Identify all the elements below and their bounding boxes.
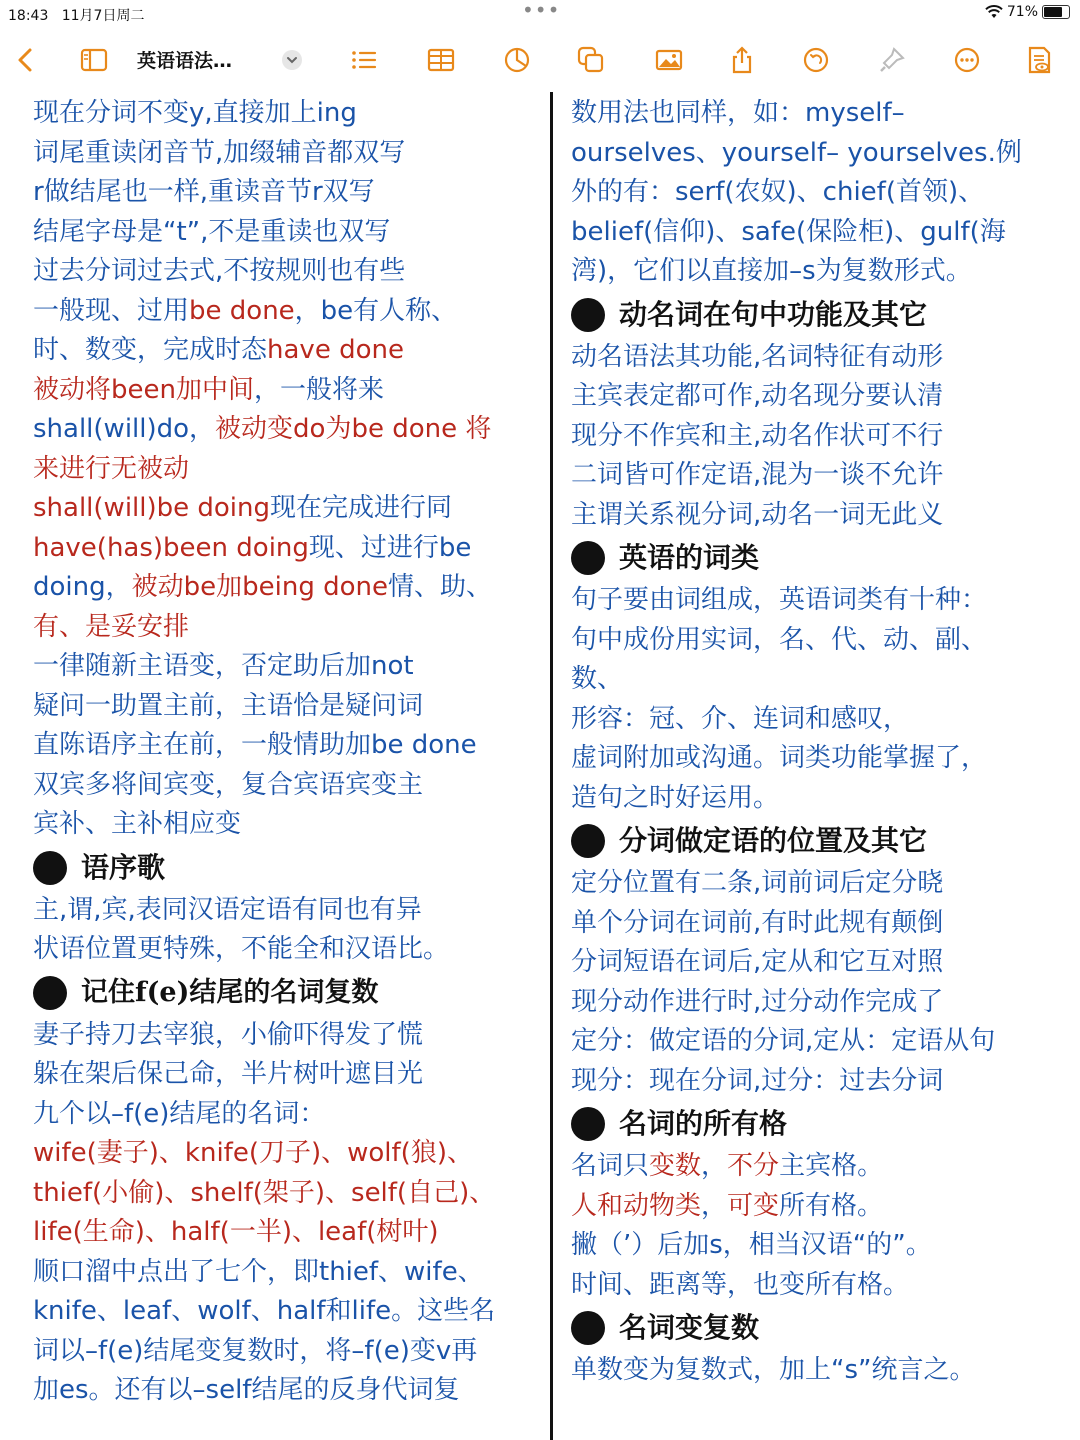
highlighted-text: be done [189,295,295,326]
text-line [33,766,543,806]
text-line [33,805,543,845]
document-title[interactable]: 英语语法… [137,50,233,72]
body-text: 九个以–f(e)结尾的名词： [33,1098,326,1129]
media-button[interactable] [651,42,687,78]
text-line [33,1213,543,1253]
body-text: 外的有：serf(农奴)、chief(首领)、 [571,177,985,207]
body-text: 句中成份用实词，名、代、动、副、 [571,624,988,655]
body-text: 句子要由词组成，英语词类有十种： [571,585,988,615]
body-text: 主谓关系视分词,动名一词无此义 [571,499,944,530]
body-text: 单数变为复数式，加上“s”统言之。 [571,1355,976,1385]
pie-chart-icon [502,45,532,75]
section-heading-text: 英语的词类 [619,541,760,574]
highlighted-text: wife(妻子)、knife(刀子)、wolf(狼)、 [33,1138,473,1168]
status-time: 18:43 11月7日周二 [8,8,145,24]
share-icon [727,45,757,75]
text-line [33,1371,543,1411]
text-line [571,1226,1071,1266]
text-line [571,864,1071,904]
body-text: ，一般将来 [253,374,384,405]
body-text: 定分位置有二条,词前词后定分晓 [571,868,944,898]
body-text: 宾补、主补相应变 [33,809,242,839]
shape-button[interactable] [573,42,609,78]
table-button[interactable] [423,42,459,78]
highlighted-text: 被动变do为be done 将 [215,414,492,444]
section-heading [571,1305,1071,1351]
text-line [571,581,1071,621]
text-line [571,94,1071,134]
body-text: 动名语法其功能,名词特征有动形 [571,341,944,372]
body-text: 疑问一助置主前，主语恰是疑问词 [33,690,424,721]
body-text: 妻子持刀去宰狼，小偷吓得发了慌 [33,1019,424,1050]
back-button[interactable] [8,42,44,78]
sidebar-icon [79,45,109,75]
section-heading-text: 动名词在句中功能及其它 [619,297,928,331]
section-heading-text: 名词变复数 [619,1311,760,1344]
text-line [571,660,1071,700]
body-text: 名词只 [571,1151,650,1181]
body-text: 现分动作进行时,过分动作完成了 [571,986,944,1017]
text-line [571,252,1071,292]
body-text: 湾)，它们以直接加–s为复数形式。 [571,256,972,286]
photo-icon [654,45,684,75]
text-line [571,621,1071,661]
body-text: 数、 [571,664,624,694]
highlighted-text: 人和动物类 [571,1190,702,1221]
document-setup-button[interactable] [1021,42,1057,78]
text-line [33,371,543,411]
text-line [571,1351,1071,1391]
multitasking-dots[interactable]: ••• [522,0,561,22]
body-text: 主宾表定都可作,动名现分要认清 [571,381,944,411]
text-line [571,983,1071,1023]
section-heading [571,292,1071,338]
body-text: 词以–f(e)结尾变复数时，将–f(e)变v再 [33,1335,478,1366]
text-line [571,173,1071,213]
text-line [571,904,1071,944]
text-line [33,1332,543,1372]
text-line [571,739,1071,779]
text-line [33,930,543,970]
highlighted-text: have done [267,335,404,365]
body-text: ， [701,1190,728,1221]
highlighted-text: 被动将been加中间 [33,374,254,405]
body-text: 形容：冠、介、连词和感叹， [571,703,910,734]
body-text: 虚词附加或沟通。词类功能掌握了， [571,743,988,773]
highlighted-text: 不分 [727,1151,780,1181]
text-line [33,1134,543,1174]
text-line [33,1095,543,1135]
column-divider [550,92,553,1440]
text-line [33,891,543,931]
highlighted-text: 变数 [649,1151,702,1181]
body-text: 现在分词不变y,直接加上ing [33,98,357,128]
ellipsis-icon [952,45,982,75]
body-text: shall(will)do， [33,414,216,444]
text-line [33,213,543,253]
chevron-left-icon [11,45,41,75]
body-text: 双宾多将间宾变，复合宾语宾变主 [33,769,424,800]
body-text: belief(信仰)、safe(保险柜)、gulf(海 [571,216,1006,247]
status-right [985,4,1070,20]
body-text: 躲在架后保己命，半片树叶遮目光 [33,1059,424,1089]
text-line [571,213,1071,253]
section-heading-text: 语序歌 [81,850,166,884]
text-line [33,687,543,727]
table-icon [426,45,456,75]
format-button[interactable] [874,42,910,78]
sidebar-button[interactable] [76,42,112,78]
list-button[interactable] [346,42,382,78]
body-text: 现、过进行be [308,532,472,563]
document-eye-icon [1024,45,1054,75]
body-text: 加es。还有以–self结尾的反身代词复 [33,1375,460,1405]
body-text: 定分：做定语的分词,定从：定语从句 [571,1026,996,1056]
highlighted-text: shall(will)be doing [33,493,271,523]
text-line [33,134,543,174]
text-line [571,943,1071,983]
undo-icon [801,45,831,75]
share-button[interactable] [724,42,760,78]
text-line [33,489,543,529]
bullet-icon [571,298,605,332]
paintbrush-icon [877,45,907,75]
shapes-icon [576,45,606,75]
text-line [33,647,543,687]
text-line [33,568,543,608]
body-text: 现分不作宾和主,动名作状可不行 [571,420,944,451]
text-line [33,252,543,292]
bullet-icon [33,851,67,885]
body-text: 结尾字母是“t”,不是重读也双写 [33,216,391,247]
text-line [571,496,1071,536]
section-heading-text: 名词的所有格 [619,1107,788,1140]
bullet-icon [571,1311,605,1345]
text-line [571,700,1071,740]
body-text: 现在完成进行同 [270,493,453,523]
text-line [571,456,1071,496]
body-text: 状语位置更特殊，不能全和汉语比。 [33,934,450,964]
body-text: 现分：现在分词,过分：过去分词 [571,1065,944,1096]
bullet-icon [571,824,605,858]
body-text: ourselves、yourself– yourselves.例 [571,137,1022,168]
body-text: ， [701,1151,728,1181]
bullet-icon [33,976,67,1010]
body-text: 所有格。 [779,1190,884,1221]
highlighted-text: 可变 [727,1190,780,1221]
text-line [33,292,543,332]
body-text: 撇（’）后加s，相当汉语“的”。 [571,1230,932,1260]
text-line [33,410,543,450]
bullet-icon [571,1107,605,1141]
highlighted-text: have(has)been doing [33,532,309,563]
text-line [33,173,543,213]
chart-button[interactable] [499,42,535,78]
more-button[interactable] [949,42,985,78]
body-text: 一律随新主语变，否定助后加not [33,651,414,681]
section-heading [33,845,543,891]
title-menu-button[interactable] [274,42,310,78]
battery-percent: 71% [1006,4,1038,20]
battery-icon [1042,5,1070,19]
body-text: 二词皆可作定语,混为一谈不允许 [571,460,944,490]
text-line [571,1147,1071,1187]
list-icon [349,45,379,75]
text-line [571,1062,1071,1102]
text-line [33,1253,543,1293]
text-line [33,1055,543,1095]
body-text: 时、数变，完成时态 [33,335,268,365]
highlighted-text: 来进行无被动 [33,453,190,484]
body-text: 时间、距离等，也变所有格。 [571,1269,910,1300]
text-line [571,1266,1071,1306]
highlighted-text: thief(小偷)、shelf(架子)、self(自己)、 [33,1177,496,1208]
body-text: 词尾重读闭音节,加缀辅音都双写 [33,137,406,168]
text-line [571,134,1071,174]
wifi-icon [985,5,1003,19]
left-column [33,94,543,1411]
text-line [571,377,1071,417]
highlighted-text: 有、是妥安排 [33,611,190,642]
bullet-icon [571,541,605,575]
body-text: 造句之时好运用。 [571,782,780,813]
text-line [33,331,543,371]
body-text: 主宾格。 [779,1151,884,1181]
text-line [33,529,543,569]
text-line [33,726,543,766]
body-text: 分词短语在词后,定从和它互对照 [571,947,944,977]
body-text: 数用法也同样，如：myself– [571,98,905,128]
highlighted-text: 被动be加being done [131,572,388,602]
chevron-down-icon [277,45,307,75]
body-text: 顺口溜中点出了七个，即thief、wife、 [33,1256,484,1287]
text-line [33,1016,543,1056]
body-text: knife、leaf、wolf、half和life。这些名 [33,1296,496,1326]
text-line [571,417,1071,457]
section-heading-text: 记住f(e)结尾的名词复数 [81,976,379,1008]
text-line [571,1022,1071,1062]
body-text: 主,谓,宾,表同汉语定语有同也有异 [33,894,422,925]
body-text: doing， [33,572,132,602]
section-heading [571,535,1071,581]
section-heading [571,1101,1071,1147]
text-line [571,338,1071,378]
section-heading [571,818,1071,864]
text-line [33,1174,543,1214]
body-text: 一般现、过用 [33,295,190,326]
section-heading-text: 分词做定语的位置及其它 [619,824,928,857]
text-line [33,94,543,134]
undo-button[interactable] [798,42,834,78]
body-text: r做结尾也一样,重读音节r双写 [33,177,375,207]
status-bar [0,0,1080,28]
section-heading [33,970,543,1016]
text-line [33,450,543,490]
text-line [33,1292,543,1332]
highlighted-text: life(生命)、half(一半)、leaf(树叶) [33,1217,439,1247]
text-line [571,779,1071,819]
body-text: 单个分词在词前,有时此规有颠倒 [571,907,944,938]
right-column [571,94,1071,1391]
text-line [571,1187,1071,1227]
body-text: 情、助、 [387,572,492,602]
body-text: ，be有人称、 [294,295,458,326]
body-text: 直陈语序主在前，一般情助加be done [33,730,477,760]
text-line [33,608,543,648]
body-text: 过去分词过去式,不按规则也有些 [33,256,406,286]
